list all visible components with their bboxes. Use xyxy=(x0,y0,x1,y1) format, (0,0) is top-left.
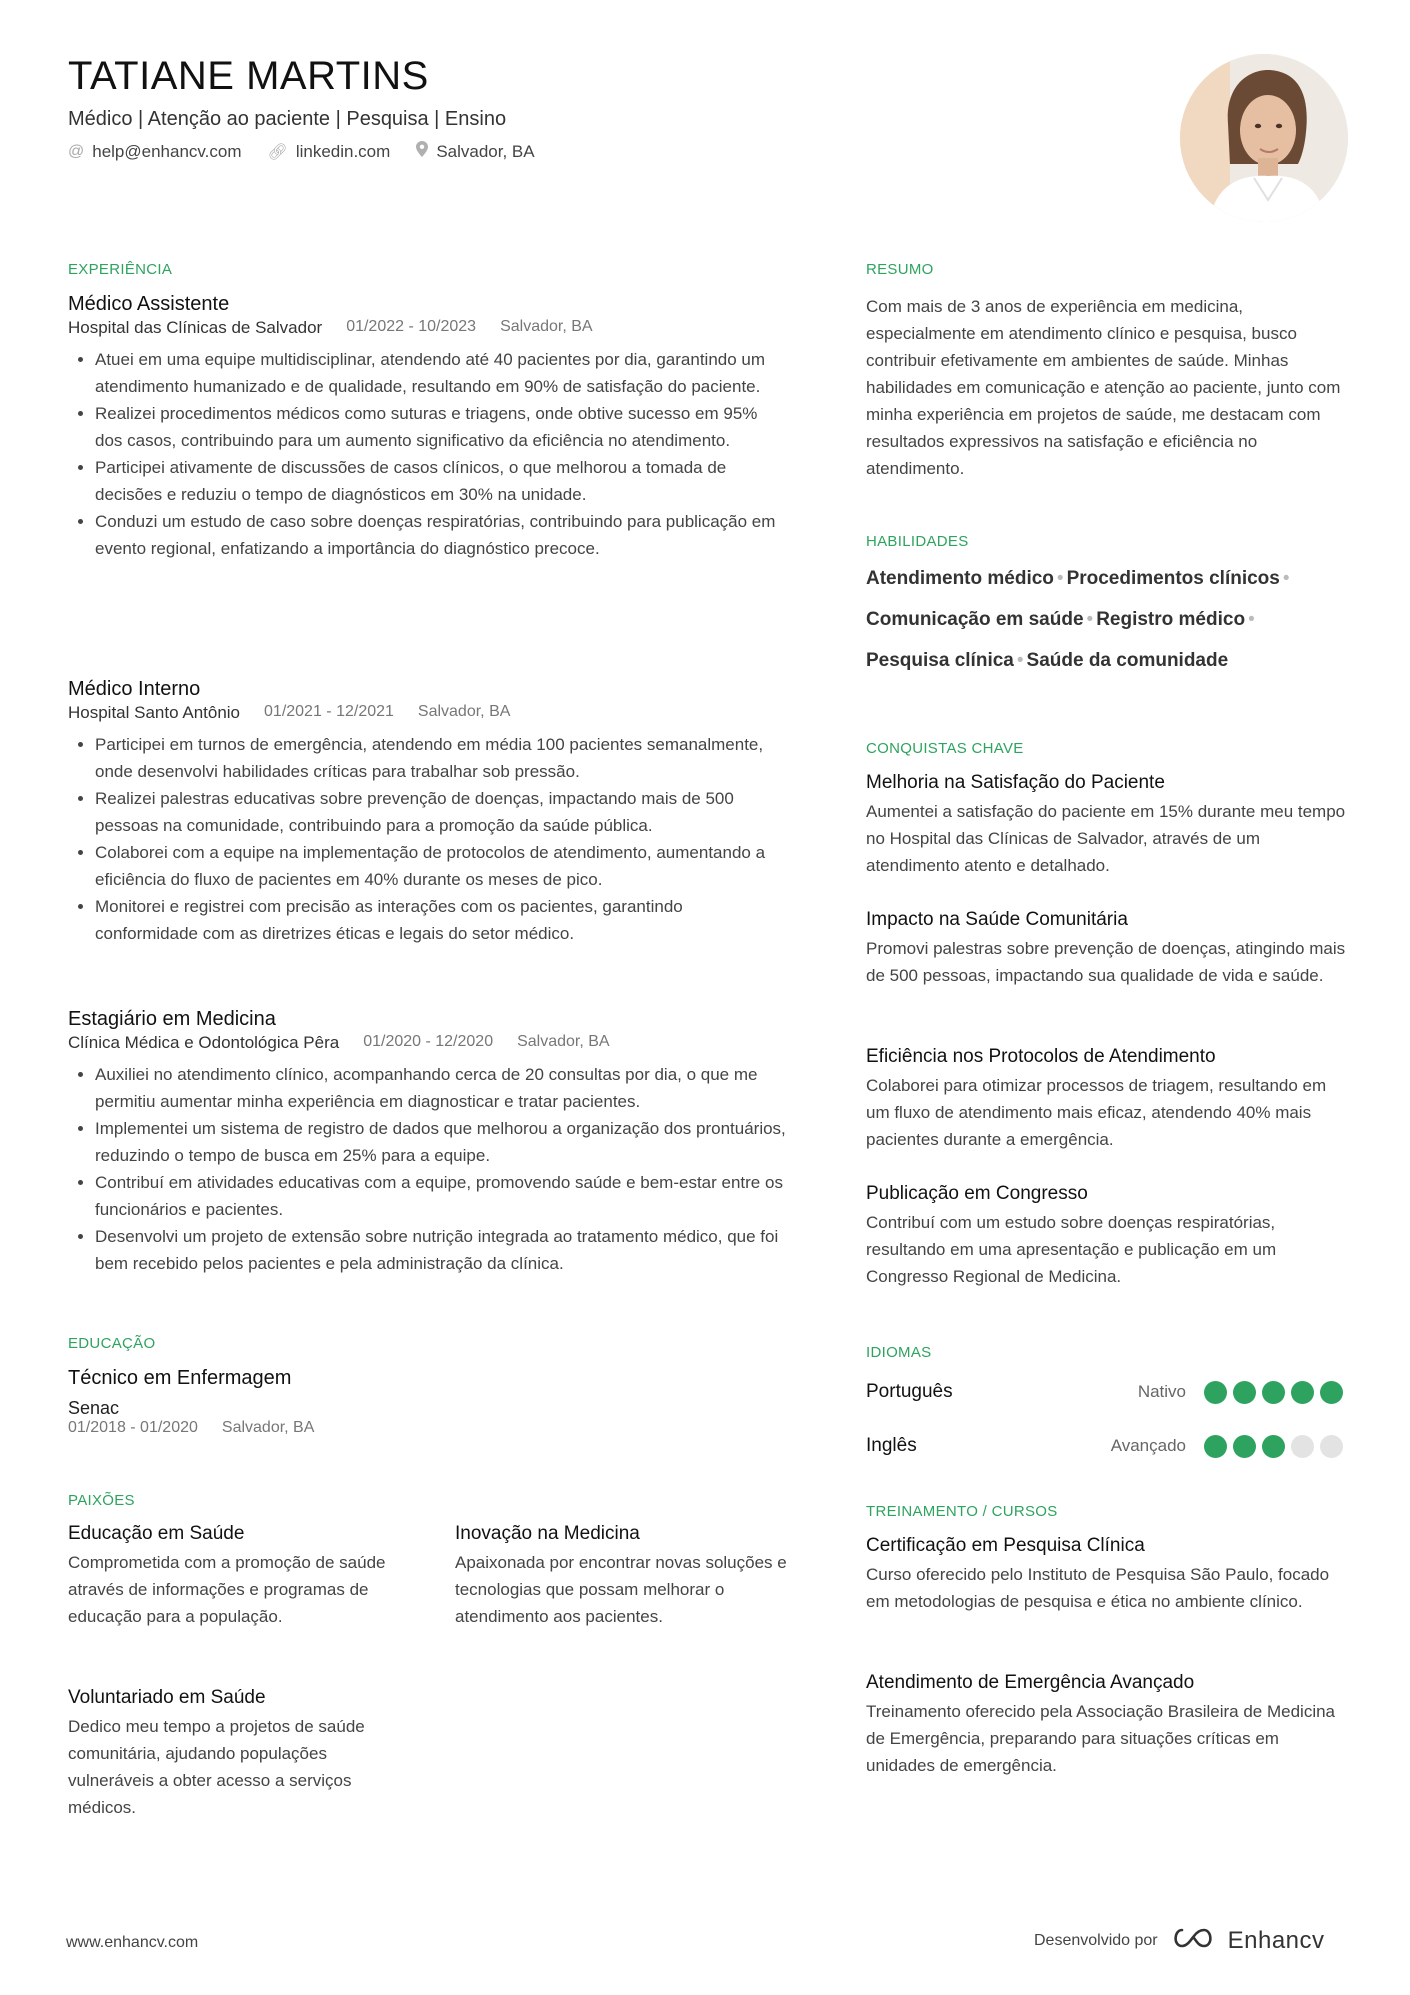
rating-dot-filled xyxy=(1262,1381,1285,1404)
experience-item xyxy=(68,678,788,947)
at-icon: @ xyxy=(68,142,85,160)
achievement-item xyxy=(866,1183,1346,1290)
job-location: Salvador, BA xyxy=(500,318,593,335)
passion-text: Dedico meu tempo a projetos de saúde comunitária, ajudando populações vulneráveis a obter acesso a serviços médicos. xyxy=(68,1717,365,1817)
job-dates: 01/2022 - 10/2023 xyxy=(346,318,477,335)
job-role: Médico Interno xyxy=(68,678,201,700)
brand-name: Enhancv xyxy=(1227,1926,1325,1954)
education-item xyxy=(68,1367,788,1437)
skill-tag: Comunicação em saúde xyxy=(866,609,1084,630)
rating-dot-empty xyxy=(1291,1435,1314,1458)
job-company: Hospital Santo Antônio xyxy=(68,703,241,722)
linkedin-contact[interactable] xyxy=(268,142,391,162)
job-role: Estagiário em Medicina xyxy=(68,1008,276,1030)
footer-branding xyxy=(1034,1926,1325,1955)
language-rating xyxy=(1204,1381,1343,1404)
bullet: • Desenvolvi um projeto de extensão sobre nutrição integrada ao tratamento médico, que foi bem recebido pelos pacientes e pela administração da clínica. xyxy=(95,1223,788,1277)
powered-by-text: Desenvolvido por xyxy=(1034,1931,1158,1949)
summary-section-title: RESUMO xyxy=(866,261,934,278)
email-contact[interactable] xyxy=(68,142,242,162)
rating-dot-filled xyxy=(1233,1381,1256,1404)
achievement-item xyxy=(866,772,1346,879)
training-section-title: TREINAMENTO / CURSOS xyxy=(866,1503,1058,1520)
achievements-section-title: CONQUISTAS CHAVE xyxy=(866,740,1024,757)
bullet: • Atuei em uma equipe multidisciplinar, atendendo até 40 pacientes por dia, garantindo um atendimento humanizado e de qualidade, resultando em 90% de satisfação do paciente. xyxy=(95,346,788,400)
link-icon: 🔗︎ xyxy=(267,143,288,161)
education-degree: Técnico em Enfermagem xyxy=(68,1367,292,1389)
rating-dot-filled xyxy=(1262,1435,1285,1458)
language-level: Avançado xyxy=(1110,1436,1186,1455)
achievement-title: Publicação em Congresso xyxy=(866,1183,1088,1204)
footer-website[interactable]: www.enhancv.com xyxy=(66,1934,199,1951)
rating-dot-filled xyxy=(1320,1381,1343,1404)
training-item xyxy=(866,1535,1346,1615)
rating-dot-filled xyxy=(1204,1381,1227,1404)
language-name: Português xyxy=(866,1381,953,1402)
training-text: Curso oferecido pelo Instituto de Pesquisa São Paulo, focado em metodologias de pesquisa e ética no ambiente clínico. xyxy=(866,1565,1330,1611)
skill-tag: Procedimentos clínicos xyxy=(1066,568,1280,589)
bullet: • Contribuí em atividades educativas com a equipe, promovendo saúde e bem-estar entre os funcionários e pacientes. xyxy=(95,1169,788,1223)
passion-title: Educação em Saúde xyxy=(68,1523,245,1544)
bullet: • Colaborei com a equipe na implementação de protocolos de atendimento, aumentando a eficiência do fluxo de pacientes em 40% durante os meses de pico. xyxy=(95,839,788,893)
education-school: Senac xyxy=(68,1398,120,1418)
email-text: help@enhancv.com xyxy=(92,141,242,161)
language-level: Nativo xyxy=(1137,1382,1186,1401)
bullet: • Realizei procedimentos médicos como suturas e triagens, onde obtive sucesso em 95% dos casos, contribuindo para um aumento significativo da eficiência no atendimento. xyxy=(95,400,788,454)
rating-dot-filled xyxy=(1291,1381,1314,1404)
languages-list xyxy=(866,1365,1346,1473)
job-dates: 01/2020 - 12/2020 xyxy=(363,1033,494,1050)
training-item xyxy=(866,1672,1346,1779)
achievement-item xyxy=(866,909,1346,989)
bullet: • Realizei palestras educativas sobre prevenção de doenças, impactando mais de 500 pessoas na comunidade, contribuindo para a promoção da saúde pública. xyxy=(95,785,788,839)
job-dates: 01/2021 - 12/2021 xyxy=(264,703,394,720)
job-bullets xyxy=(68,346,788,562)
bullet: • Monitorei e registrei com precisão as interações com os pacientes, garantindo conformidade com as diretrizes éticas e legais do setor médico. xyxy=(95,893,788,947)
job-location: Salvador, BA xyxy=(517,1033,610,1050)
bullet: • Implementei um sistema de registro de dados que melhorou a organização dos prontuários, reduzindo o tempo de busca em 25% para a equipe. xyxy=(95,1115,788,1169)
training-title: Certificação em Pesquisa Clínica xyxy=(866,1535,1145,1556)
bullet: • Participei ativamente de discussões de casos clínicos, o que melhorou a tomada de decisões e reduziu o tempo de diagnósticos em 30% na unidade. xyxy=(95,454,788,508)
experience-item xyxy=(68,293,788,562)
rating-dot-filled xyxy=(1233,1435,1256,1458)
bullet: • Participei em turnos de emergência, atendendo em média 100 pacientes semanalmente, onde desenvolvi habilidades críticas para trabalhar sob pressão. xyxy=(95,731,788,785)
education-dates: 01/2018 - 01/2020 xyxy=(68,1419,198,1436)
bullet: • Conduzi um estudo de caso sobre doenças respiratórias, contribuindo para publicação em evento regional, enfatizando a importância do diagnóstico precoce. xyxy=(95,508,788,562)
skill-tag: Saúde da comunidade xyxy=(1026,650,1229,671)
language-row xyxy=(866,1419,1346,1473)
enhancv-logo-icon xyxy=(1170,1926,1216,1955)
candidate-title: Médico | Atenção ao paciente | Pesquisa | Ensino xyxy=(68,108,507,130)
education-location: Salvador, BA xyxy=(221,1419,315,1436)
rating-dot-empty xyxy=(1320,1435,1343,1458)
candidate-name: TATIANE MARTINS xyxy=(68,54,429,98)
passion-title: Inovação na Medicina xyxy=(455,1523,640,1544)
skills-section-title: HABILIDADES xyxy=(866,533,969,550)
language-rating xyxy=(1204,1435,1343,1458)
passion-title: Voluntariado em Saúde xyxy=(68,1687,266,1708)
profile-photo xyxy=(1180,54,1348,222)
achievement-text: Aumentei a satisfação do paciente em 15% durante meu tempo no Hospital das Clínicas de Salvador, através de um atendimento atento e detalhado. xyxy=(866,802,1346,875)
skill-tag: Registro médico xyxy=(1096,609,1246,630)
training-title: Atendimento de Emergência Avançado xyxy=(866,1672,1195,1693)
bullet: • Auxiliei no atendimento clínico, acompanhando cerca de 20 consultas por dia, o que me permitiu aumentar minha experiência em diagnosticar e tratar pacientes. xyxy=(95,1061,788,1115)
achievement-text: Contribuí com um estudo sobre doenças respiratórias, resultando em uma apresentação e publicação em um Congresso Regional de Medicina. xyxy=(866,1213,1277,1286)
skill-tag: Atendimento médico xyxy=(866,568,1054,589)
location-text: Salvador, BA xyxy=(436,141,535,161)
passions-section-title: PAIXÕES xyxy=(68,1492,135,1509)
passion-item xyxy=(68,1687,408,1821)
language-name: Inglês xyxy=(866,1435,917,1456)
job-bullets xyxy=(68,1061,788,1277)
summary-text: Com mais de 3 anos de experiência em medicina, especialmente em atendimento clínico e pesquisa, busco contribuir efetivamente em ambientes de saúde. Minhas habilidades em comunicação e atenção ao paciente, junto com minha experiência em projetos de saúde, me destacam com resultados expressivos na satisfação e eficiência no atendimento. xyxy=(866,297,1341,478)
location-contact xyxy=(416,141,534,162)
location-pin-icon xyxy=(416,141,428,162)
achievement-title: Melhoria na Satisfação do Paciente xyxy=(866,772,1165,793)
skills-list: Atendimento médico • Procedimentos clínicos • Comunicação em saúde • Registro médico • Pesquisa clínica • Saúde da comunidade xyxy=(866,568,1290,671)
skill-tag: Pesquisa clínica xyxy=(866,650,1014,671)
training-text: Treinamento oferecido pela Associação Brasileira de Medicina de Emergência, preparando para situações críticas em unidades de emergência. xyxy=(866,1702,1336,1775)
job-bullets xyxy=(68,731,788,947)
passion-item xyxy=(68,1523,408,1630)
achievement-text: Colaborei para otimizar processos de triagem, resultando em um fluxo de atendimento mais eficaz, atendendo 40% mais pacientes durante a emergência. xyxy=(866,1076,1327,1149)
achievement-title: Impacto na Saúde Comunitária xyxy=(866,909,1128,930)
education-section-title: EDUCAÇÃO xyxy=(68,1335,156,1352)
passion-item xyxy=(455,1523,795,1630)
passion-text: Apaixonada por encontrar novas soluções e tecnologias que possam melhorar o atendimento aos pacientes. xyxy=(455,1553,787,1626)
languages-section-title: IDIOMAS xyxy=(866,1344,932,1361)
rating-dot-filled xyxy=(1204,1435,1227,1458)
job-location: Salvador, BA xyxy=(417,703,511,720)
job-company: Clínica Médica e Odontológica Pêra xyxy=(68,1033,340,1052)
experience-section-title: EXPERIÊNCIA xyxy=(68,261,173,278)
achievement-item xyxy=(866,1046,1346,1153)
experience-item xyxy=(68,1008,788,1277)
passion-text: Comprometida com a promoção de saúde através de informações e programas de educação para a população. xyxy=(68,1553,386,1626)
job-role: Médico Assistente xyxy=(68,293,230,315)
linkedin-text: linkedin.com xyxy=(295,141,391,161)
achievement-title: Eficiência nos Protocolos de Atendimento xyxy=(866,1046,1216,1067)
language-row xyxy=(866,1365,1346,1419)
contact-bar xyxy=(68,141,535,162)
job-company: Hospital das Clínicas de Salvador xyxy=(68,318,323,337)
achievement-text: Promovi palestras sobre prevenção de doenças, atingindo mais de 500 pessoas, impactando sua qualidade de vida e saúde. xyxy=(866,939,1346,985)
